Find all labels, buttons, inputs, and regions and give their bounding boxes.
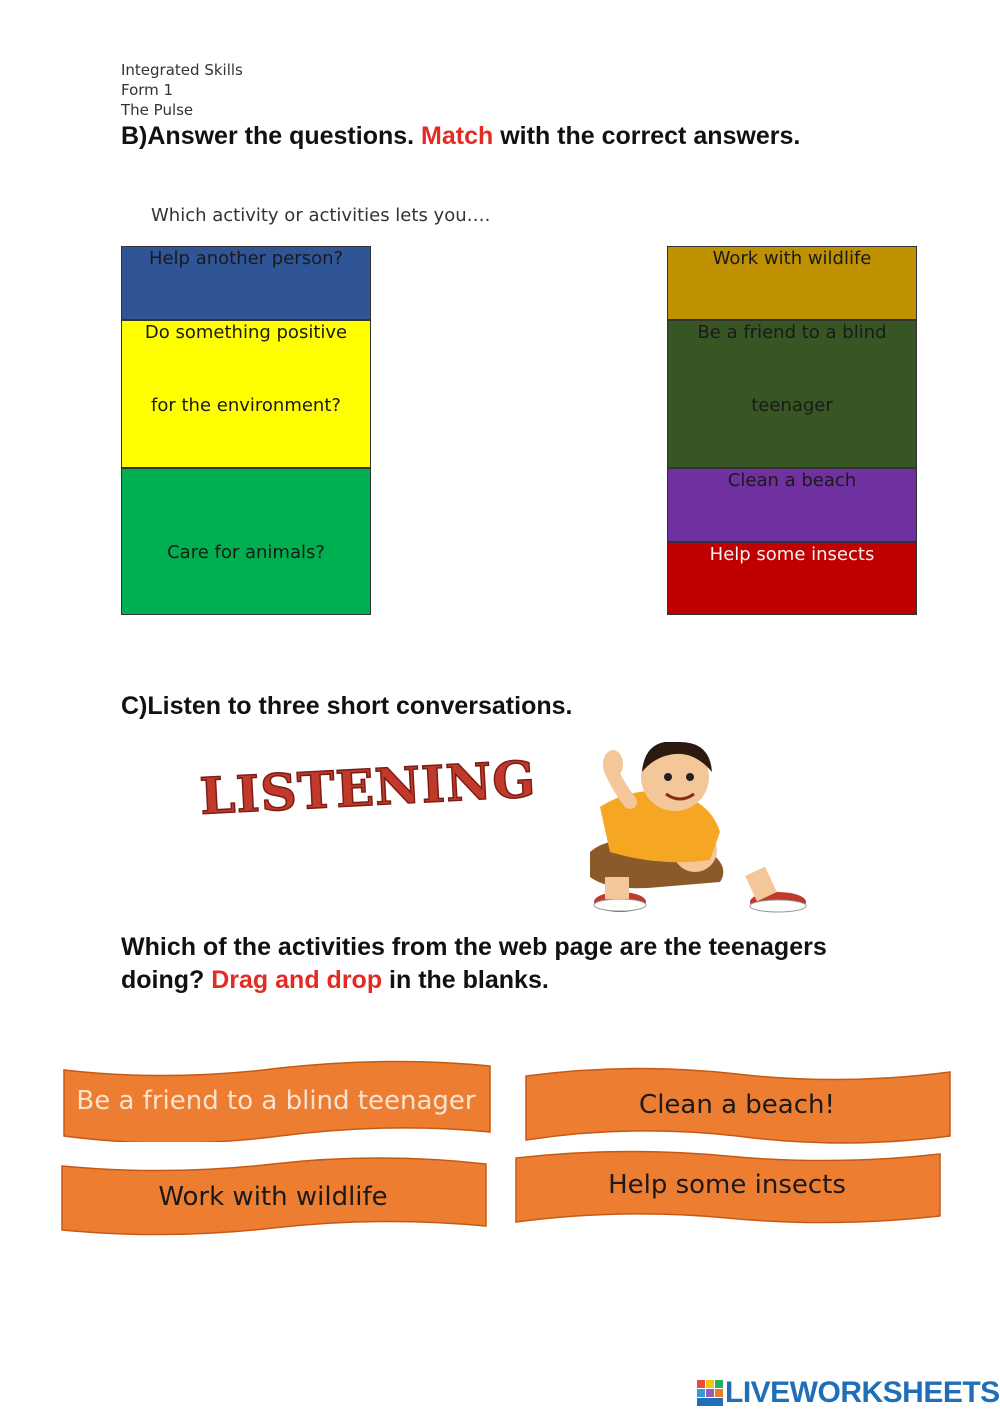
form-level: Form 1 [121,81,174,99]
question-text: for the environment? [151,395,341,416]
banner-label: Help some insects [608,1170,846,1200]
banner-label: Be a friend to a blind teenager [76,1086,476,1116]
section-b-heading [121,122,800,151]
drag-banner-clean-beach[interactable] [522,1064,952,1146]
question-text: Care for animals? [167,542,325,563]
question-text: doing? [121,966,212,994]
question-text: Help another person? [148,248,344,269]
section-b-heading-rest: with the correct answers. [493,122,801,150]
drag-banner-wildlife[interactable] [58,1156,488,1236]
question-text: Do something positive [144,322,348,343]
lws-mark-icon [697,1378,723,1408]
match-intro: Which activity or activities lets you…. [151,205,491,226]
listening-illustration [190,742,820,922]
question-text: in the blanks. [382,966,549,994]
liveworksheets-logo [697,1376,1000,1410]
drag-banner-blind-teenager[interactable] [60,1060,492,1142]
section-b-heading-highlight: Match [421,122,494,150]
section-b-heading-text: B)Answer the questions. [121,122,422,150]
answer-box-blind-teenager[interactable] [667,320,917,468]
drag-drop-question-line1: Which of the activities from the web page are the teenagers [121,933,827,961]
listening-word-art: LISTENING [198,749,538,826]
answer-text: Be a friend to a blind [697,322,887,343]
banner-label: Work with wildlife [158,1182,388,1212]
drag-banner-insects[interactable] [512,1148,942,1228]
course-name: Integrated Skills [121,61,243,79]
answer-box-wildlife[interactable] [667,246,917,320]
answer-text: Clean a beach [727,470,857,491]
answer-text: Work with wildlife [712,248,872,269]
brand-name: LIVEWORKSHEETS [725,1376,1000,1409]
question-box-help-person[interactable] [121,246,371,320]
drag-drop-question-line2 [121,966,549,995]
unit-title: The Pulse [121,101,194,119]
banner-label: Clean a beach! [639,1090,835,1120]
answer-box-beach[interactable] [667,468,917,542]
answer-box-insects[interactable] [667,542,917,615]
section-c-heading: C)Listen to three short conversations. [121,692,573,720]
drag-drop-highlight: Drag and drop [211,966,383,994]
answer-text: Help some insects [709,544,875,565]
boy-listening-figure [590,742,806,912]
question-box-animals[interactable] [121,468,371,615]
answer-text: teenager [751,395,833,416]
question-box-environment[interactable] [121,320,371,468]
